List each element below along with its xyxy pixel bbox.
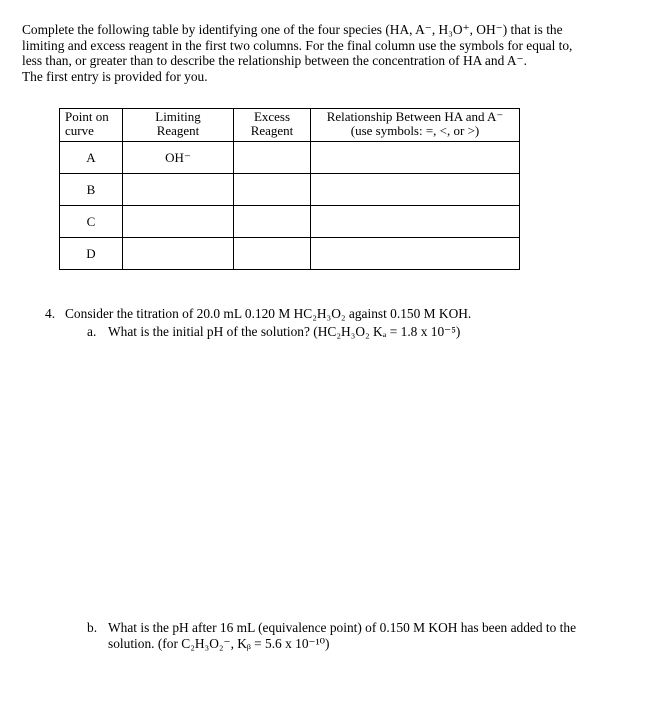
excess-cell[interactable] [234,206,311,238]
header-point-line-1: Point on [65,109,109,124]
instructions-line-3: less than, or greater than to describe the relationship between the concentration of HA and A⁻. [22,53,527,69]
header-excess-line-1: Excess [253,109,291,124]
header-point-on-curve [60,109,123,142]
limiting-cell[interactable] [123,174,234,206]
table-row [60,206,520,238]
header-relationship-line-2: (use symbols: =, <, or >) [350,123,480,138]
question-4-text: Consider the titration of 20.0 mL 0.120 M HC₂H₃O₂ against 0.150 M KOH. [65,306,472,321]
question-4a [87,324,460,340]
table-row [60,142,520,174]
question-4b [87,620,627,652]
table-row [60,174,520,206]
instructions-line-1: Complete the following table by identifying one of the four species (HA, A⁻, H₃O⁺, OH⁻) that is the [22,22,563,37]
question-4 [45,306,635,322]
excess-cell[interactable] [234,142,311,174]
question-4a-label: a. [87,324,97,339]
limiting-cell[interactable]: OH⁻ [123,142,234,174]
point-cell: D [60,238,123,270]
instructions-line-2: limiting and excess reagent in the first two columns. For the final column use the symbols for equal to, [22,37,573,53]
header-excess-reagent [234,109,311,142]
instructions [22,22,622,84]
relationship-cell[interactable] [311,238,520,270]
limiting-cell[interactable] [123,206,234,238]
question-4b-text-line-1: What is the pH after 16 mL (equivalence point) of 0.150 M KOH has been added to the [108,620,577,635]
excess-cell[interactable] [234,238,311,270]
question-4b-label: b. [87,620,98,635]
point-cell: A [60,142,123,174]
table-header-row [60,109,520,142]
header-excess-line-2: Reagent [250,123,294,138]
header-relationship [311,109,520,142]
header-relationship-line-1: Relationship Between HA and A⁻ [326,109,504,124]
relationship-cell[interactable] [311,206,520,238]
relationship-cell[interactable] [311,142,520,174]
relationship-cell[interactable] [311,174,520,206]
header-limiting-line-2: Reagent [156,123,200,138]
limiting-cell[interactable] [123,238,234,270]
question-4b-text-line-2: solution. (for C₂H₃O₂⁻, Kᵦ = 5.6 x 10⁻¹⁰) [108,636,330,651]
question-4-number: 4. [45,306,56,321]
point-cell: B [60,174,123,206]
header-point-line-2: curve [65,123,94,138]
table-row [60,238,520,270]
question-4a-text: What is the initial pH of the solution? (HC₂H₃O₂ Kₐ = 1.8 x 10⁻⁵) [108,324,461,339]
point-cell: C [60,206,123,238]
header-limiting-line-1: Limiting [155,109,201,124]
instructions-line-4: The first entry is provided for you. [22,68,208,84]
species-table [59,108,520,270]
header-limiting-reagent [123,109,234,142]
excess-cell[interactable] [234,174,311,206]
